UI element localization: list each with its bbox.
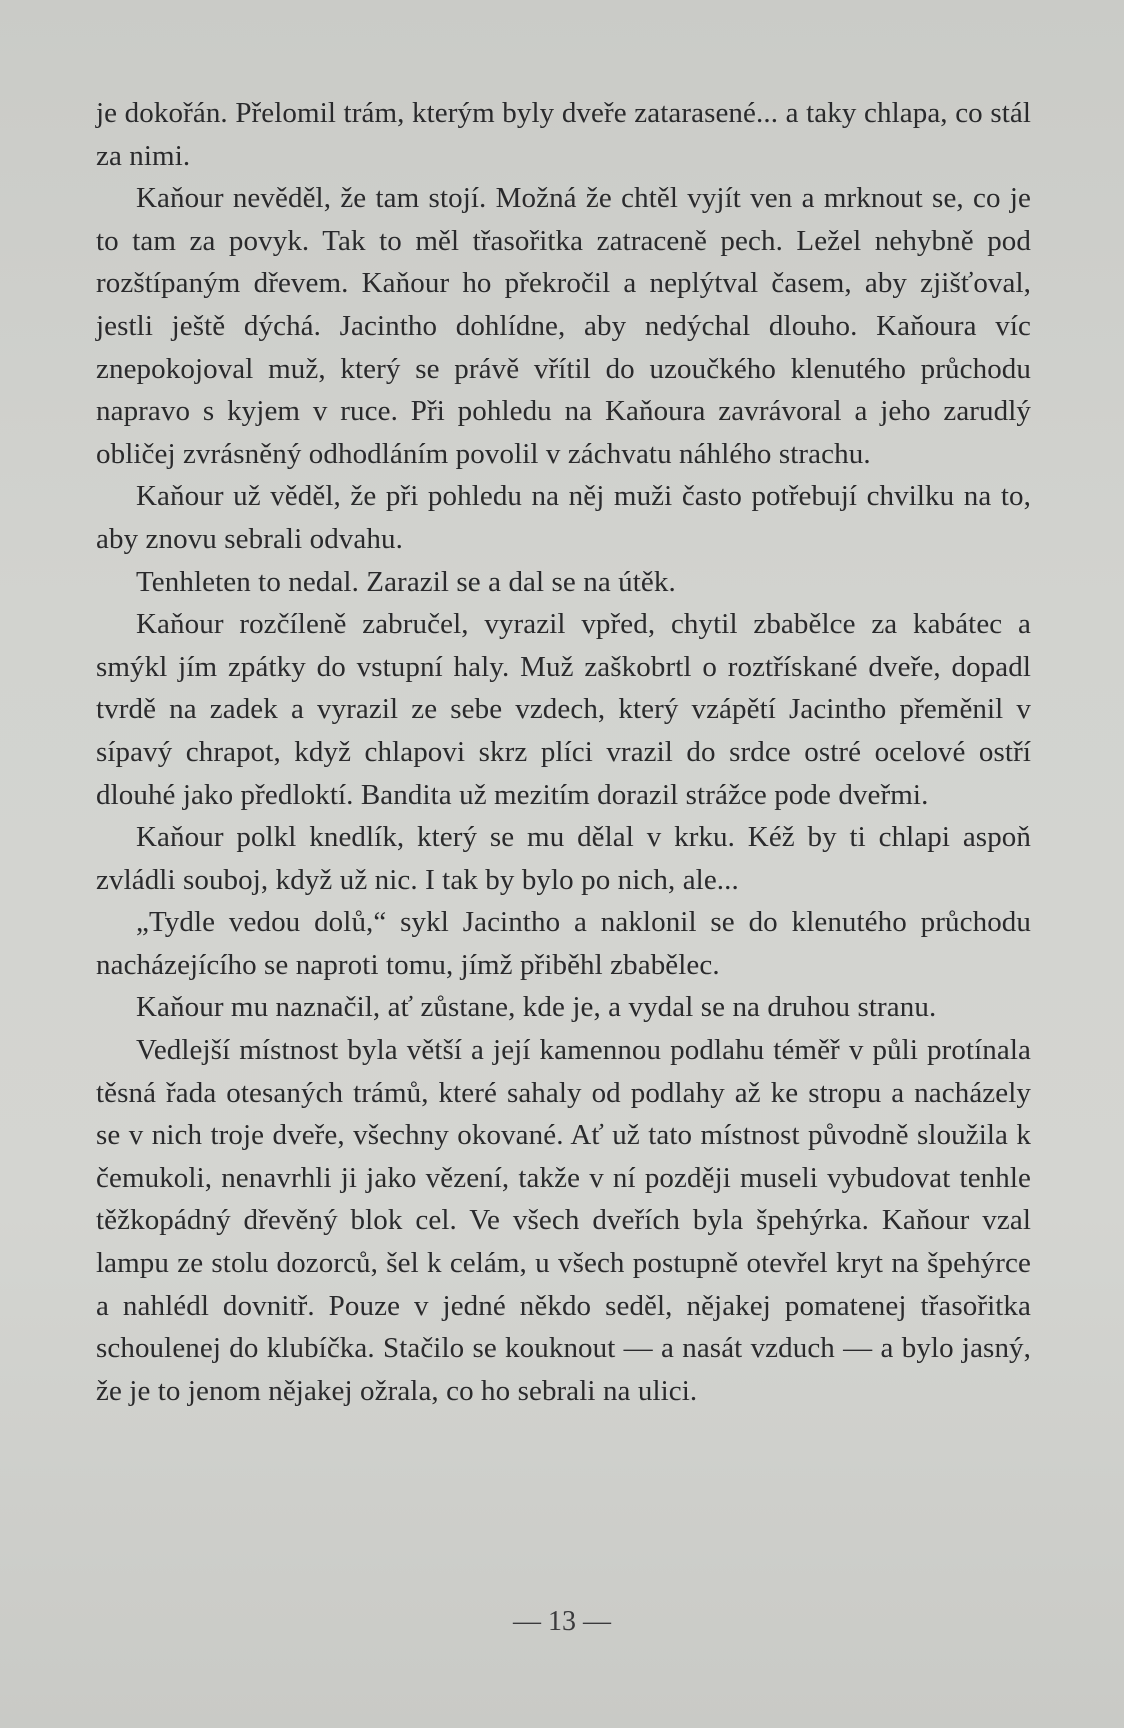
paragraph: Kaňour rozčíleně zabručel, vyrazil vpřed, chytil zbabělce za kabátec a smýkl jím zpátky do vstupní haly. Muž zaškobrtl o roztřískané dveře, dopadl tvrdě na zadek a vyrazil ze sebe vzdech, který vzápětí Jacintho přeměnil v sípavý chrapot, když chlapovi skrz plíci vrazil do srdce ostré ocelové ostří dlouhé jako předloktí. Bandita už mezitím dorazil strážce pode dveřmi. xyxy=(96,608,1031,811)
page-number: — 13 — xyxy=(513,1606,611,1637)
paragraph: Kaňour polkl knedlík, který se mu dělal v krku. Kéž by ti chlapi aspoň zvládli souboj, když už nic. I tak by bylo po nich, ale... xyxy=(96,821,1031,896)
paragraph: Kaňour mu naznačil, ať zůstane, kde je, a vydal se na druhou stranu. xyxy=(136,991,937,1024)
paragraph: Vedlejší místnost byla větší a její kamennou podlahu téměř v půli protínala těsná řada otesaných trámů, které sahaly od podlahy až ke stropu a nacházely se v nich troje dveře, všechny okované. Ať už tato místnost původně sloužila k čemukoli, nenavrhli ji jako vězení, takže v ní později museli vybudovat tenhle těžkopádný dřevěný blok cel. Ve všech dveřích byla špehýrka. Kaňour vzal lampu ze stolu dozorců, šel k celám, u všech postupně otevřel kryt na špehýrce a nahlédl dovnitř. Pouze v jedné někdo seděl, nějakej pomatenej třasořitka schoulenej do klubíčka. Stačilo se kouknout — a nasát vzduch — a bylo jasný, že je to jenom nějakej ožrala, co ho sebrali na ulici. xyxy=(96,1034,1031,1407)
paragraph: Kaňour nevěděl, že tam stojí. Možná že chtěl vyjít ven a mrknout se, co je to tam za povyk. Tak to měl třasořitka zatraceně pech. Ležel nehybně pod rozštípaným dřevem. Kaňour ho překročil a neplýtval časem, aby zjišťoval, jestli ještě dýchá. Jacintho dohlídne, aby nedýchal dlouho. Kaňoura víc znepokojoval muž, který se právě vřítil do uzoučkého klenutého průchodu napravo s kyjem v ruce. Při pohledu na Kaňoura zavrávoral a jeho zarudlý obličej zvrásněný odhodláním povolil v záchvatu náhlého strachu. xyxy=(96,182,1031,470)
body-text xyxy=(96,92,1031,1412)
paragraph: „Tydle vedou dolů,“ sykl Jacintho a naklonil se do klenutého průchodu nacházejícího se naproti tomu, jímž přiběhl zbabělec. xyxy=(96,906,1031,981)
paragraph: je dokořán. Přelomil trám, kterým byly dveře zatarasené... a taky chlapa, co stál za nimi. xyxy=(96,97,1031,172)
paragraph: Tenhleten to nedal. Zarazil se a dal se na útěk. xyxy=(136,565,676,598)
paragraph: Kaňour už věděl, že při pohledu na něj muži často potřebují chvilku na to, aby znovu sebrali odvahu. xyxy=(96,480,1031,555)
